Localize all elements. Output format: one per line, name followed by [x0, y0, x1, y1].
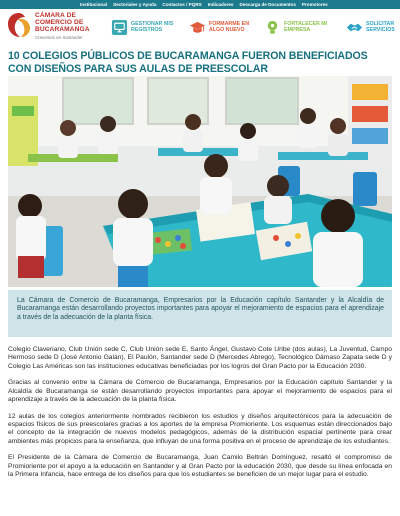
- nav-gestionar-registros[interactable]: [111, 18, 173, 36]
- logo-line-3: BUCARAMANGA: [35, 26, 90, 34]
- lightbulb-gear-icon: [264, 19, 281, 36]
- paragraph-2: Gracias al convenio entre la Cámara de Comercio de Bucaramanga, Empresarios por la Educación capítulo Santander y la Alcaldía de Bucaramanga se están desarrollando proyectos importantes para apoyar el mejoramiento de espacios para el aprendizaje a través de la adecuación de la planta física.: [8, 379, 392, 404]
- topnav-item-indicadores[interactable]: Indicadores: [207, 2, 234, 7]
- logo-line-2: COMERCIO DE: [35, 19, 84, 27]
- graduation-cap-icon: [189, 19, 206, 36]
- article-body: [8, 346, 392, 488]
- nav-solicitar[interactable]: [346, 18, 395, 36]
- chamber-logo-icon[interactable]: [6, 11, 32, 39]
- logo-line-1: CÁMARA DE: [35, 12, 76, 19]
- nav-fortalecer[interactable]: [264, 18, 327, 36]
- nav-formarme-label: FORMARME EN ALGO NUEVO: [209, 21, 250, 33]
- lead-callout: [8, 290, 392, 337]
- article-headline: 10 COLEGIOS PÚBLICOS DE BUCARAMANGA FUERON BENEFICIADOS CON DISEÑOS PARA SUS AULAS DE PREESCOLAR: [8, 50, 368, 75]
- topnav-item-institucional[interactable]: Institucional: [80, 2, 108, 7]
- topnav-item-sectoriales[interactable]: Sectoriales y Ayuda: [113, 2, 157, 7]
- nav-gestionar-label: GESTIONAR MIS REGISTROS: [131, 21, 174, 33]
- paragraph-1: Colegio Claveriano, Club Unión sede C, Club Unión sede E, Santo Ángel, Gustavo Cote Uribe (dos aulas), La Juventud, Campo Hermoso sede D (José Antonio Galán), El Paulón, Santander sede D (Mercedes Abrego), Tecnológico Dámaso Zapata sede D y Colegio Las Américas son las instituciones educativas beneficiadas por los logros del Gran Pacto por la Educación 2030.: [8, 346, 392, 370]
- handshake-icon: [346, 19, 363, 36]
- lead-text: La Cámara de Comercio de Bucaramanga, Empresarios por la Educación capítulo Santander y la Alcaldía de Bucaramanga están desarrollando proyectos importantes para apoyar el mejoramiento de espacios para el aprendizaje a través de la adecuación de la planta física.: [17, 297, 384, 321]
- logo-tagline: Crecemos en Santander: [35, 34, 83, 40]
- nav-solicitar-label: SOLICITAR SERVICIOS: [366, 21, 395, 33]
- top-navigation-bar: [0, 0, 400, 9]
- topnav-item-promotores[interactable]: Promotores: [301, 2, 328, 7]
- paragraph-4: El Presidente de la Cámara de Comercio de Bucaramanga, Juan Camilo Beltrán Domínguez, resaltó el compromiso de Promioriente por el apoyo a la educación en Santander y al Gran Pacto por la educación 2030, que desde su línea enfocada en la Primera Infancia, hace entrega de los diseños para que los estudiantes se beneficien de un mejor lugar para el estudio.: [8, 454, 392, 479]
- site-header: [0, 9, 400, 41]
- nav-fortalecer-label: FORTALECER MI EMPRESA: [284, 21, 328, 33]
- classroom-photo: [8, 76, 392, 287]
- paragraph-3: 12 aulas de los colegios anteriormente nombrados recibieron los estudios y diseños arquitectónicos para la adecuación de espacios físicos de sus preescolares gracias a los aportes de la empresa Promioriente. Los esquemas están direccionados bajo el concepto de la integración de nuevos modelos pedagógicos, además de la distribución espacial pertinente para crear ambientes más propicios para la enseñanza, que influyan de una forma positiva en el proceso de aprendizaje de los estudiantes.: [8, 412, 392, 445]
- topnav-item-contactos[interactable]: Contactos / PQRS: [162, 2, 202, 7]
- nav-formarme[interactable]: [189, 18, 249, 36]
- topnav-item-descarga[interactable]: Descarga de Documentos: [239, 2, 296, 7]
- monitor-icon: [111, 19, 128, 36]
- logo-wordmark: [35, 12, 105, 40]
